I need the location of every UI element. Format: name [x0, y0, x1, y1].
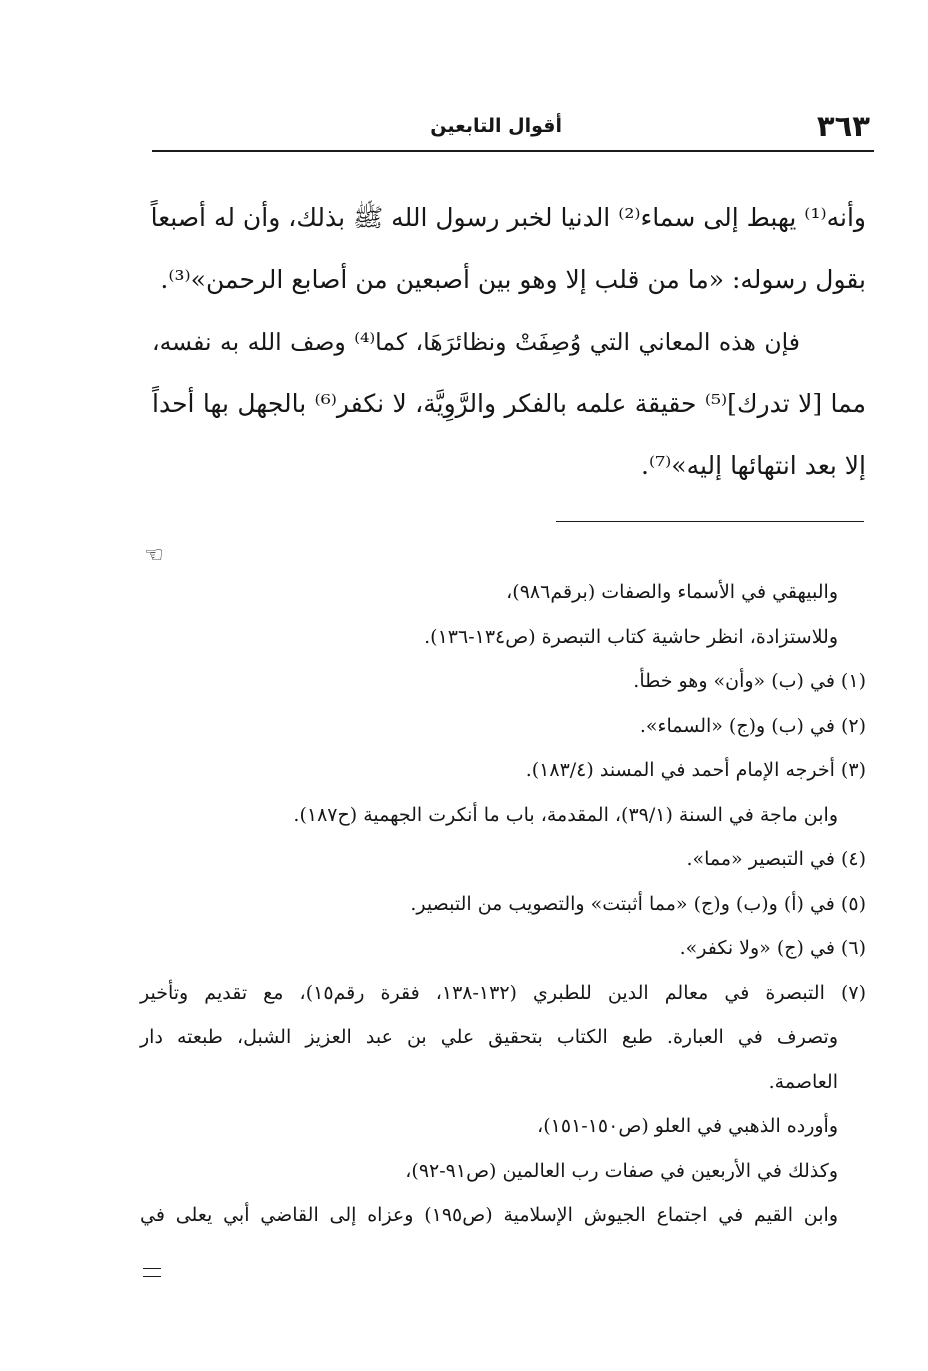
footnote-separator [556, 521, 864, 522]
footnotes [140, 570, 866, 1238]
footnote-line: العاصمة. [768, 1070, 838, 1093]
body-line: وأنه⁽¹⁾ يهبط إلى سماء⁽²⁾ الدنيا لخبر رسول الله ﷺ بذلك، وأن له أصبعاً [150, 203, 866, 232]
continuation-mark-icon: ☜ [144, 543, 164, 568]
footnote-line: وأورده الذهبي في العلو (ص١٥٠-١٥١)، [537, 1115, 838, 1137]
footnote-line: (٦) في (ج) «ولا نكفر». [679, 937, 866, 959]
page-header [152, 104, 874, 148]
footnote-line: (٥) في (أ) و(ب) و(ج) «مما أثبتت» والتصويب من التبصير. [410, 892, 866, 915]
footnote-line: (٣) أخرجه الإمام أحمد في المسند (١٨٣/٤). [525, 759, 866, 781]
footnote-line: وابن ماجة في السنة (٣٩/١)، المقدمة، باب ما أنكرت الجهمية (ح١٨٧). [293, 803, 838, 826]
footnote-line: وكذلك في الأربعين في صفات رب العالمين (ص٩١-٩٢)، [405, 1159, 838, 1182]
footnote-line: وابن القيم في اجتماع الجيوش الإسلامية (ص١٩٥) وعزاه إلى القاضي أبي يعلى في [140, 1204, 838, 1226]
footnote-line: وللاستزادة، انظر حاشية كتاب التبصرة (ص١٣٤-١٣٦). [424, 625, 838, 648]
body-line: مما [لا تدرك]⁽⁵⁾ حقيقة علمه بالفكر والرَّوِيَّة، لا نكفر⁽⁶⁾ بالجهل بها أحداً [152, 389, 866, 418]
main-text [152, 187, 866, 497]
running-title: أقوال التابعين [430, 115, 562, 137]
footnote-line: والبيهقي في الأسماء والصفات (برقم٩٨٦)، [506, 581, 838, 603]
footnote-line: (٤) في التبصير «مما». [686, 848, 866, 870]
footnote-line: (٧) التبصرة في معالم الدين للطبري (١٣٢-١٣٨، فقرة رقم١٥)، مع تقديم وتأخير [140, 981, 866, 1004]
page-continues-mark [143, 1268, 161, 1277]
page-number: ٣٦٣ [816, 109, 870, 143]
body-line: بقول رسوله: «ما من قلب إلا وهو بين أصبعين من أصابع الرحمن»⁽³⁾. [160, 265, 866, 294]
footnote-line: (١) في (ب) «وأن» وهو خطأ. [633, 670, 866, 692]
footnote-line: وتصرف في العبارة. طبع الكتاب بتحقيق علي بن عبد العزيز الشبل، طبعته دار [140, 1026, 838, 1048]
body-line: فإن هذه المعاني التي وُصِفَتْ ونظائرَهَا، كما⁽⁴⁾ وصف الله به نفسه، [152, 328, 800, 356]
footnote-line: (٢) في (ب) و(ج) «السماء». [639, 714, 866, 737]
body-line: إلا بعد انتهائها إليه»⁽⁷⁾. [641, 451, 866, 480]
header-rule [152, 150, 874, 152]
